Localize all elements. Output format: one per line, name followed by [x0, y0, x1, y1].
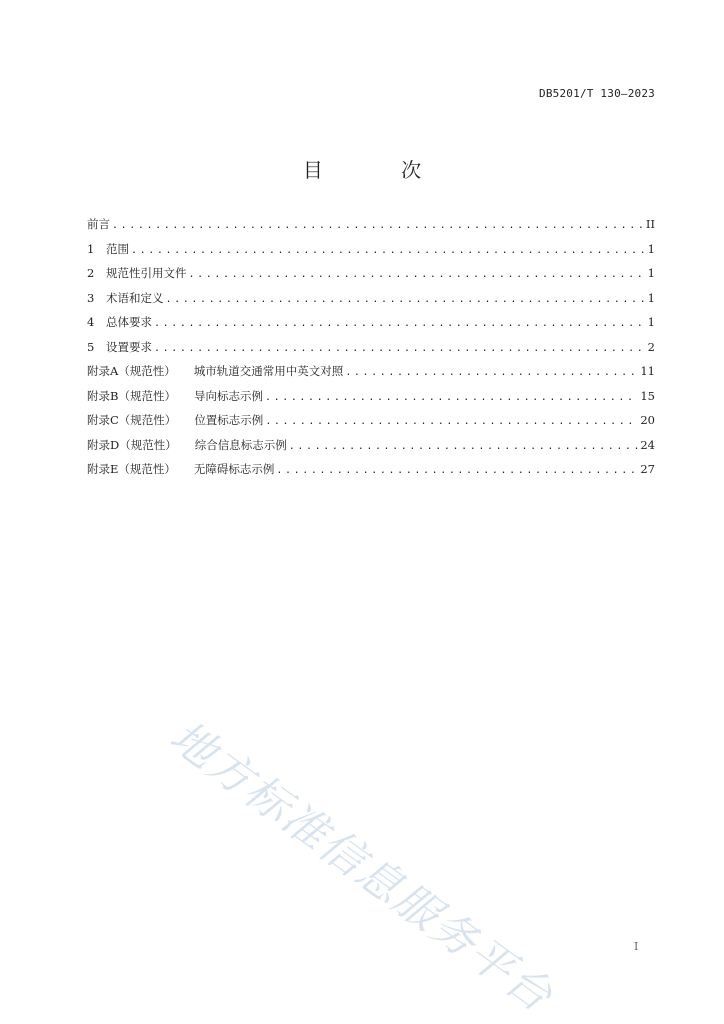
toc-entry-label: 设置要求	[106, 339, 152, 354]
toc-leader-dots	[189, 269, 646, 280]
toc-entry-appendix: 附录D（规范性）	[87, 437, 177, 452]
document-code: DB5201/T 130—2023	[539, 87, 655, 100]
toc-entry-number: 3	[87, 290, 95, 305]
toc-entry-label: 范围	[106, 241, 129, 256]
toc-entry-page: 1	[647, 241, 655, 256]
watermark: 地方标准信息服务平台	[160, 711, 563, 1023]
toc-entry[interactable]	[87, 363, 655, 388]
toc-entry-page: 11	[640, 364, 655, 378]
toc-entry-label: 术语和定义	[106, 290, 164, 305]
toc-entry-label: 前言	[87, 217, 110, 231]
toc-entry-appendix: 附录A（规范性）	[87, 364, 176, 378]
page-number: I	[634, 940, 639, 953]
toc-entry[interactable]	[87, 216, 655, 241]
toc-entry[interactable]	[87, 290, 655, 315]
toc-entry[interactable]	[87, 388, 655, 413]
toc-entry-number: 1	[87, 241, 95, 256]
toc-entry-number: 4	[87, 315, 95, 329]
toc-entry-page: 27	[640, 462, 655, 476]
toc-entry-label: 城市轨道交通常用中英文对照	[193, 364, 344, 378]
toc-entry-label: 综合信息标志示例	[194, 437, 287, 452]
toc-leader-dots	[166, 294, 646, 305]
toc-entry[interactable]	[87, 265, 655, 290]
toc-leader-dots	[131, 245, 645, 256]
toc-entry[interactable]	[87, 339, 655, 364]
toc-entry-page: 2	[647, 339, 655, 354]
toc-entry-appendix: 附录E（规范性）	[87, 462, 176, 476]
toc-leader-dots	[265, 416, 638, 427]
toc-entry-label: 导向标志示例	[193, 388, 263, 403]
toc-entry-appendix: 附录B（规范性）	[87, 388, 176, 403]
toc-entry-page: 15	[640, 388, 655, 403]
toc-entry-number: 5	[87, 339, 95, 354]
toc-entry-label: 无障碍标志示例	[193, 462, 275, 476]
toc-leader-dots	[112, 220, 644, 231]
toc-leader-dots	[265, 392, 638, 403]
toc-entry-page: II	[645, 217, 655, 231]
toc-entry-number: 2	[87, 266, 95, 280]
toc-entry[interactable]	[87, 314, 655, 339]
toc-entry[interactable]	[87, 241, 655, 266]
toc-entry-page: 20	[640, 413, 655, 427]
toc-leader-dots	[289, 441, 639, 452]
toc-entry-appendix: 附录C（规范性）	[87, 413, 177, 427]
toc-leader-dots	[345, 367, 638, 378]
toc-entry-page: 24	[640, 437, 655, 452]
toc-entry-label: 总体要求	[106, 315, 152, 329]
toc-entry-label: 规范性引用文件	[106, 266, 187, 280]
toc-entry-label: 位置标志示例	[194, 413, 264, 427]
table-of-contents	[87, 216, 655, 486]
toc-entry[interactable]	[87, 437, 655, 462]
toc-entry-page: 1	[647, 315, 655, 329]
toc-leader-dots	[154, 343, 645, 354]
toc-entry-page: 1	[647, 266, 655, 280]
toc-leader-dots	[154, 318, 645, 329]
toc-entry[interactable]	[87, 412, 655, 437]
toc-entry[interactable]	[87, 461, 655, 486]
toc-entry-page: 1	[647, 290, 655, 305]
toc-leader-dots	[276, 465, 638, 476]
page-title: 目 次	[302, 158, 458, 182]
